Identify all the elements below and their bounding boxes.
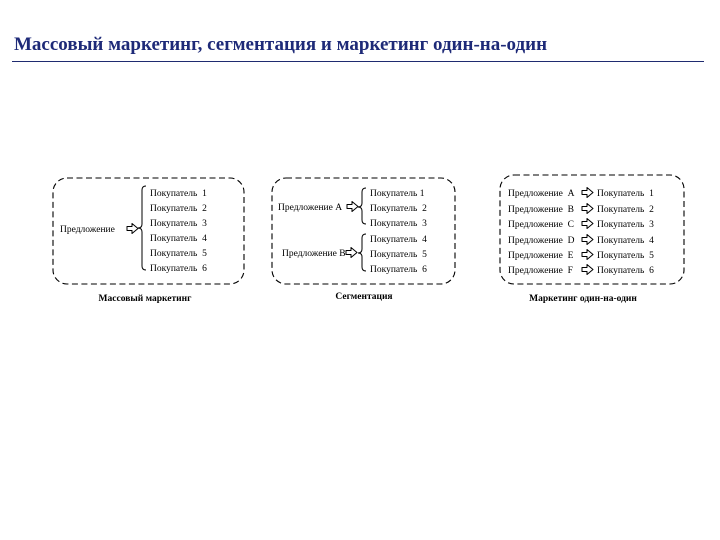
- mass-buyer-6: Покупатель 6: [150, 264, 207, 274]
- one-to-one-buyer-6: Покупатель 6: [597, 266, 654, 276]
- one-to-one-rows: [508, 188, 654, 277]
- one-to-one-arrow-2-icon: [582, 204, 593, 214]
- mass-marketing-panel: [53, 178, 244, 304]
- one-to-one-arrow-1-icon: [582, 188, 593, 198]
- one-to-one-buyer-2: Покупатель 2: [597, 205, 654, 215]
- mass-buyer-3: Покупатель 3: [150, 219, 207, 229]
- one-to-one-offer-5: Предложение Е: [508, 251, 574, 261]
- segment-buyer-6: Покупатель 6: [370, 265, 427, 275]
- segment-offer-b-label: Предложение В: [282, 249, 346, 259]
- one-to-one-buyer-1: Покупатель 1: [597, 189, 654, 199]
- one-to-one-panel: [500, 175, 684, 304]
- one-to-one-buyer-5: Покупатель 5: [597, 251, 654, 261]
- segment-buyer-list: [370, 189, 427, 275]
- one-to-one-offer-3: Предложение С: [508, 220, 574, 230]
- mass-buyer-5: Покупатель 5: [150, 249, 207, 259]
- segmentation-caption: Сегментация: [335, 292, 393, 302]
- segment-b-brace: [358, 234, 366, 271]
- segment-buyer-1: Покупатель 1: [370, 189, 425, 199]
- segment-buyer-2: Покупатель 2: [370, 204, 427, 214]
- one-to-one-offer-1: Предложение А: [508, 189, 575, 199]
- segment-a-arrow-icon: [347, 202, 358, 212]
- mass-marketing-caption: Массовый маркетинг: [98, 294, 192, 304]
- mass-buyer-list: [150, 189, 207, 274]
- one-to-one-buyer-3: Покупатель 3: [597, 220, 654, 230]
- segmentation-panel: [272, 178, 455, 302]
- one-to-one-arrow-6-icon: [582, 265, 593, 275]
- segment-buyer-5: Покупатель 5: [370, 250, 427, 260]
- one-to-one-arrow-3-icon: [582, 219, 593, 229]
- segment-b-arrow-icon: [346, 248, 357, 258]
- mass-buyer-4: Покупатель 4: [150, 234, 207, 244]
- mass-offer-label: Предложение: [60, 225, 115, 235]
- segment-offer-a-label: Предложение А: [278, 203, 343, 213]
- one-to-one-arrow-5-icon: [582, 250, 593, 260]
- segment-buyer-4: Покупатель 4: [370, 235, 427, 245]
- one-to-one-offer-4: Предложение D: [508, 236, 575, 246]
- one-to-one-buyer-4: Покупатель 4: [597, 236, 654, 246]
- segmentation-frame: [272, 178, 455, 284]
- mass-buyer-1: Покупатель 1: [150, 189, 207, 199]
- mass-arrow-icon: [127, 224, 138, 234]
- one-to-one-arrow-4-icon: [582, 235, 593, 245]
- segment-a-brace: [358, 188, 366, 224]
- mass-buyer-2: Покупатель 2: [150, 204, 207, 214]
- one-to-one-offer-6: Предложение F: [508, 266, 573, 276]
- slide-title: Массовый маркетинг, сегментация и маркетинг один-на-один: [14, 34, 548, 55]
- one-to-one-caption: Маркетинг один-на-один: [529, 294, 637, 304]
- mass-brace: [138, 186, 146, 270]
- segment-buyer-3: Покупатель 3: [370, 219, 427, 229]
- one-to-one-offer-2: Предложение В: [508, 205, 574, 215]
